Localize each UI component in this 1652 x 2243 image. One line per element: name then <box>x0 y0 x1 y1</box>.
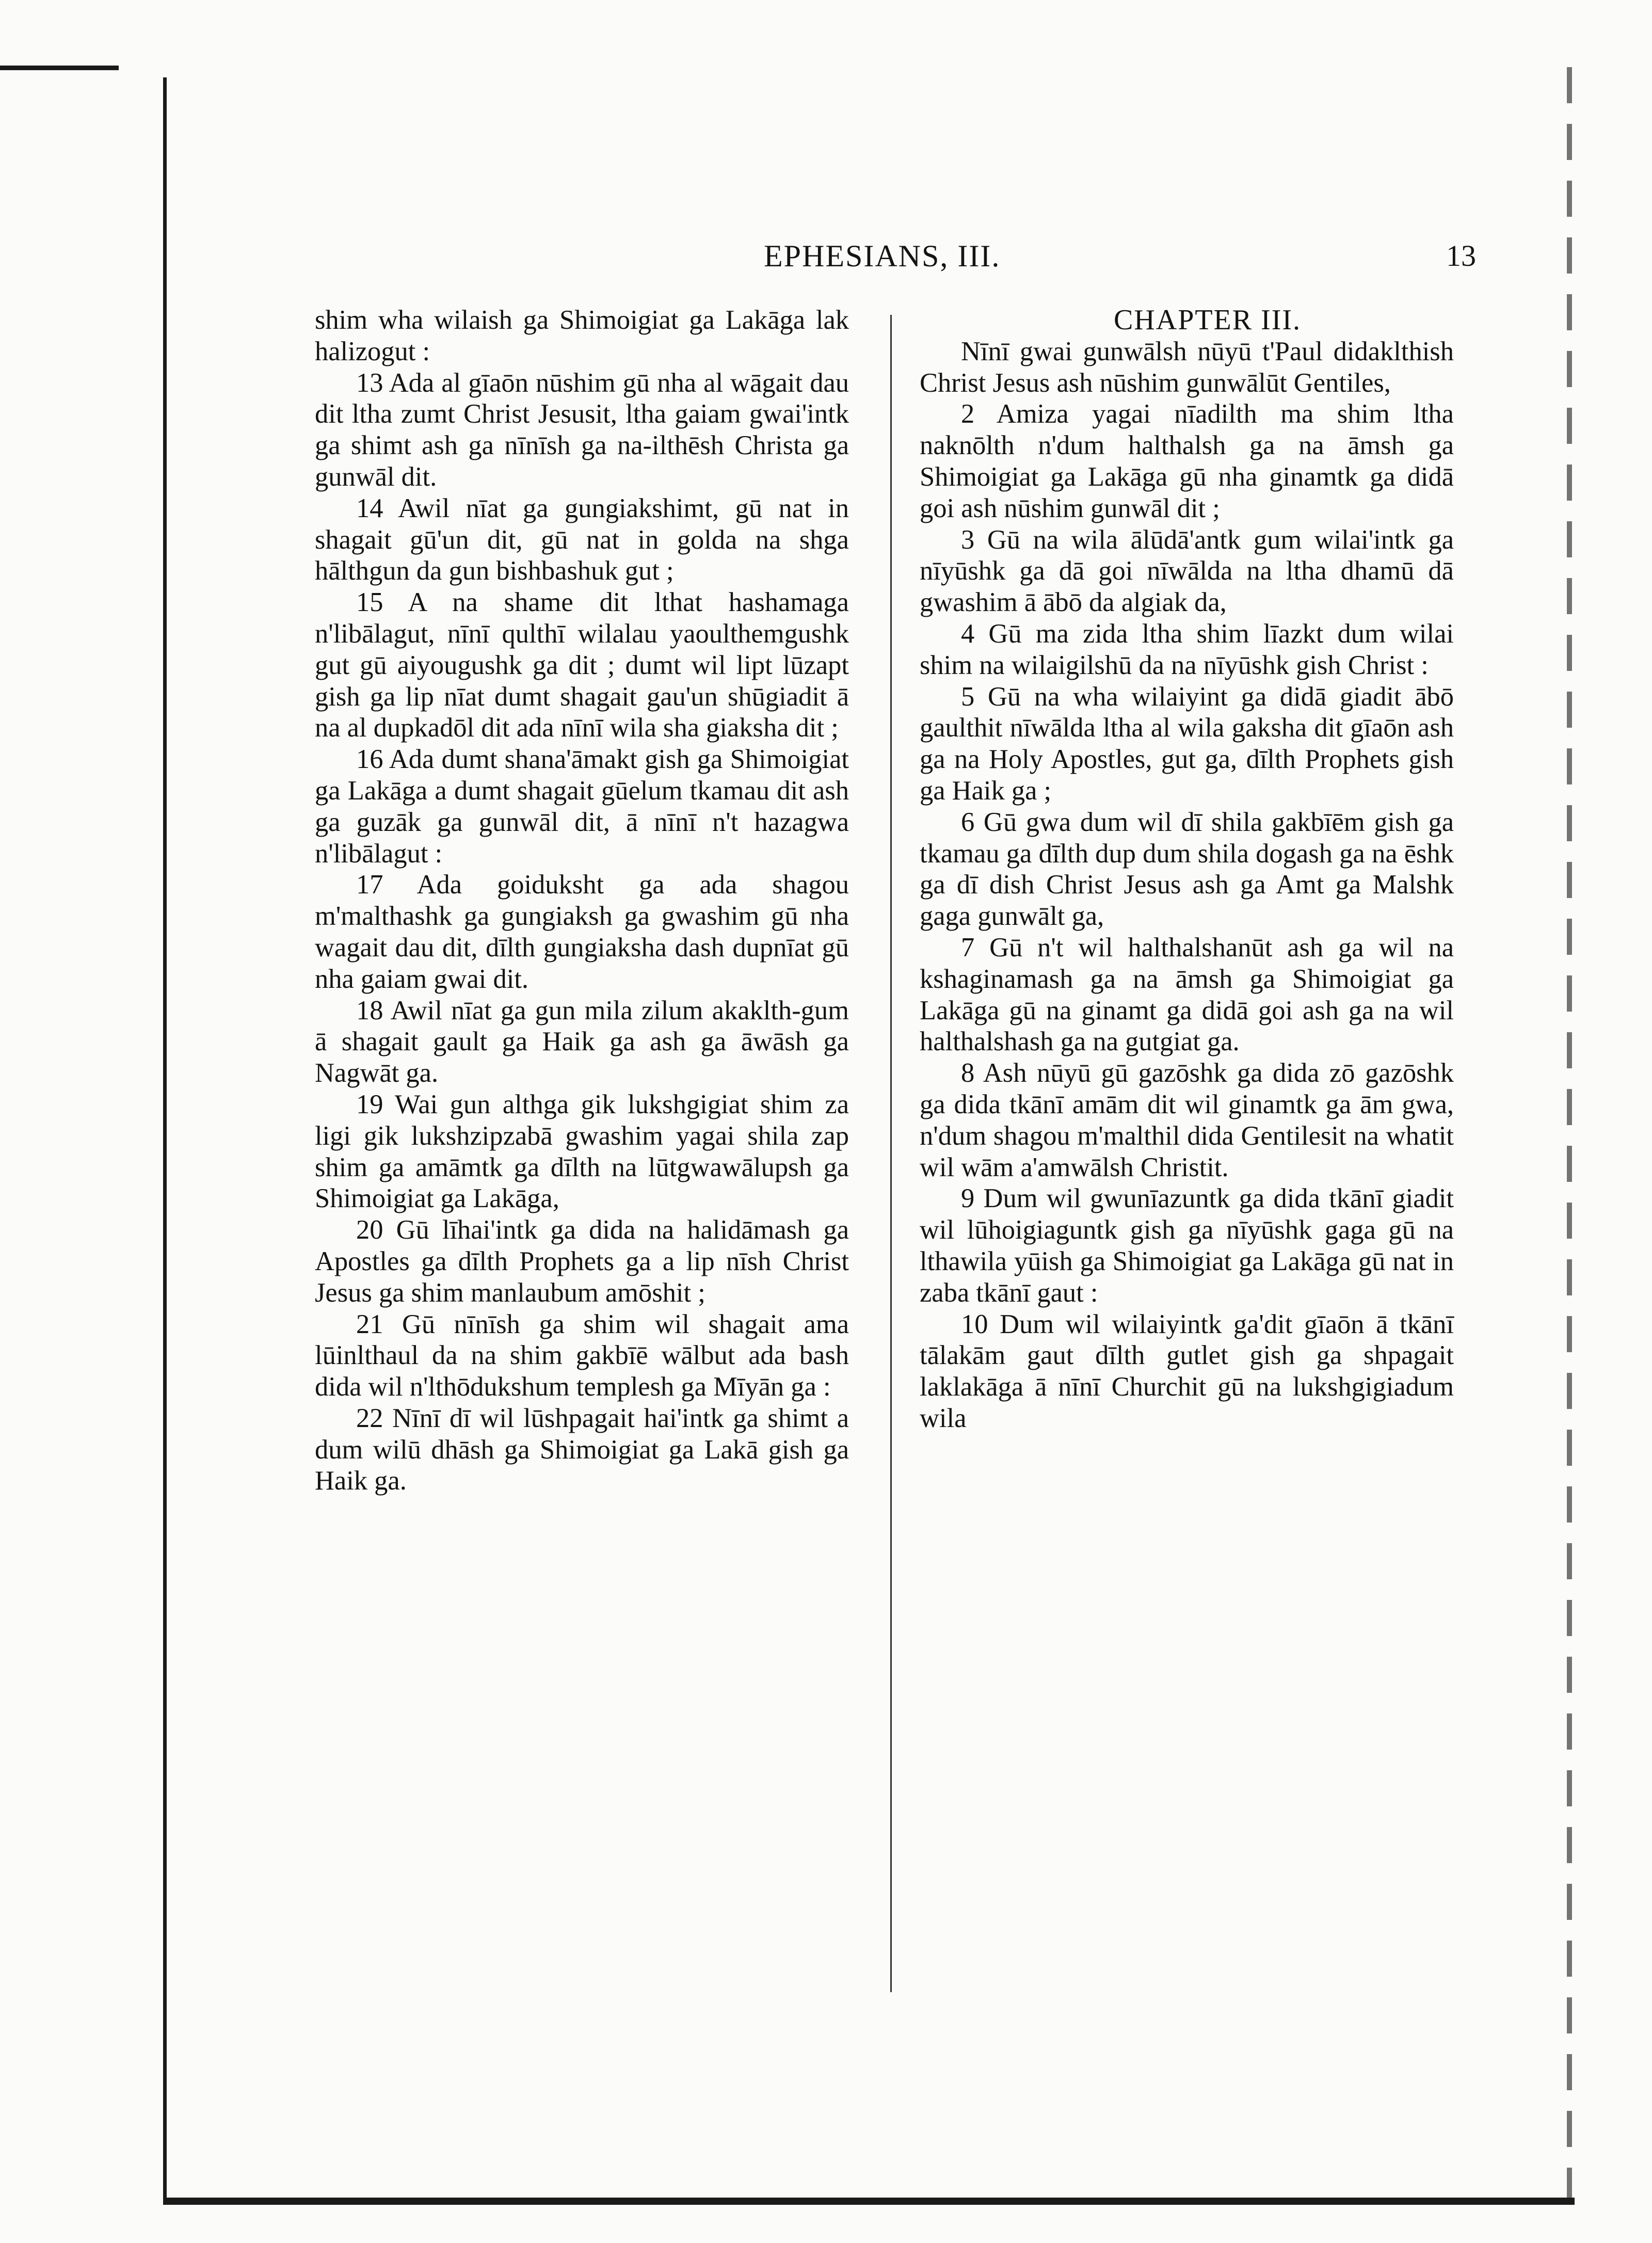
column-divider <box>890 315 892 1992</box>
verse-15: 15 A na shame dit lthat hashamaga n'libālagut, nīnī qulthī wilalau yaoulthemgushk gut gū aiyougushk ga dit ; dumt wil lipt lūzapt gish ga lip nīat dumt shagait gau'un shūgiadit ā na al dupkadōl dit ada nīnī wila sha giaksha dit ; <box>315 587 849 743</box>
right-column <box>920 305 1454 1434</box>
page-edge-right-border <box>1567 67 1572 2204</box>
chapter-heading: CHAPTER III. <box>1113 304 1302 336</box>
page-edge-left-border <box>163 77 167 2204</box>
page-edge-top-rule <box>0 66 119 70</box>
verse-17: 17 Ada goiduksht ga ada shagou m'malthashk ga gungiaksh ga gwashim gū nha wagait dau dit, dīlth gungiaksha dash dupnīat gū nha gaiam gwai dit. <box>315 870 849 994</box>
verse-2: 2 Amiza yagai nīadilth ma shim ltha naknōlth n'dum halthalsh ga na āmsh ga Shimoigiat ga Lakāga gū nha ginamtk ga didā goi ash nūshim gunwāl dit ; <box>920 399 1454 523</box>
verse-13: 13 Ada al gīaōn nūshim gū nha al wāgait dau dit ltha zumt Christ Jesusit, ltha gaiam gwai'intk ga shimt ash ga nīnīsh ga na-ilthēsh Christa ga gunwāl dit. <box>315 367 849 492</box>
page-header <box>310 238 1476 280</box>
verse-4: 4 Gū ma zida ltha shim līazkt dum wilai shim na wilaigilshū da na nīyūshk gish Christ : <box>920 618 1454 680</box>
verse-22: 22 Nīnī dī wil lūshpagait hai'intk ga shimt a dum wilū dhāsh ga Shimoigiat ga Lakā gish ga Haik ga. <box>315 1403 849 1496</box>
page-number: 13 <box>1446 239 1476 273</box>
page-edge-bottom-border <box>163 2198 1575 2205</box>
verse-14: 14 Awil nīat ga gungiakshimt, gū nat in shagait gū'un dit, gū nat in golda na shga hālthgun da gun bishbashuk gut ; <box>315 493 849 586</box>
verse-16: 16 Ada dumt shana'āmakt gish ga Shimoigiat ga Lakāga a dumt shagait gūelum tkamau dit ash ga guzāk ga gunwāl dit, ā nīnī n't hazagwa n'libālagut : <box>315 744 849 869</box>
verse-5: 5 Gū na wha wilaiyint ga didā giadit ābō gaulthit nīwālda ltha al wila gaksha dit gīaōn ash ga na Holy Apostles, gut ga, dīlth Prophets gish ga Haik ga ; <box>920 681 1454 806</box>
chapter-intro: Nīnī gwai gunwālsh nūyū t'Paul didaklthish Christ Jesus ash nūshim gunwālūt Gentiles, <box>920 336 1454 398</box>
verse-7: 7 Gū n't wil halthalshanūt ash ga wil na kshaginamash ga na āmsh ga Shimoigiat ga Lakāga gū na ginamt ga didā goi ash ga na wil halthalshash ga na gutgiat ga. <box>920 932 1454 1057</box>
verse-9: 9 Dum wil gwunīazuntk ga dida tkānī giadit wil lūhoigiaguntk gish ga nīyūshk gaga gū na lthawila yūish ga Shimoigiat ga Lakāga gū nat in zaba tkānī gaut : <box>920 1183 1454 1308</box>
verse-8: 8 Ash nūyū gū gazōshk ga dida zō gazōshk ga dida tkānī amām dit wil ginamtk ga ām gwa, n'dum shagou m'malthil dida Gentilesit na whatit wil wām a'amwālsh Christit. <box>920 1058 1454 1182</box>
verse-21: 21 Gū nīnīsh ga shim wil shagait ama lūinlthaul da na shim gakbīē wālbut ada bash dida wil n'lthōdukshum templesh ga Mīyān ga : <box>315 1309 849 1402</box>
verse-10: 10 Dum wil wilaiyintk ga'dit gīaōn ā tkānī tālakām gaut dīlth gutlet gish ga shpagait laklakāga ā nīnī Churchit gū na lukshgigiadum wila <box>920 1309 1454 1433</box>
verse-19: 19 Wai gun althga gik lukshgigiat shim za ligi gik lukshzipzabā gwashim yagai shila zap shim ga amāmtk ga dīlth na lūtgwawālupsh ga Shimoigiat ga Lakāga, <box>315 1089 849 1214</box>
verse-3: 3 Gū na wila ālūdā'antk gum wilai'intk ga nīyūshk ga dā goi nīwālda na ltha dhamū dā gwashim ā ābō da algiak da, <box>920 524 1454 618</box>
continuation-paragraph: shim wha wilaish ga Shimoigiat ga Lakāga lak halizogut : <box>315 305 849 366</box>
verse-20: 20 Gū līhai'intk ga dida na halidāmash ga Apostles ga dīlth Prophets ga a lip nīsh Christ Jesus ga shim manlaubum amōshit ; <box>315 1215 849 1308</box>
verse-6: 6 Gū gwa dum wil dī shila gakbīēm gish ga tkamau ga dīlth dup dum shila dogash ga na ēshk ga dī dish Christ Jesus ash ga Amt ga Malshk gaga gunwālt ga, <box>920 807 1454 932</box>
verse-18: 18 Awil nīat ga gun mila zilum akaklth-gum ā shagait gault ga Haik ga ash ga āwāsh ga Nagwāt ga. <box>315 995 849 1088</box>
left-column <box>315 305 849 1497</box>
running-title: EPHESIANS, III. <box>764 239 1001 273</box>
